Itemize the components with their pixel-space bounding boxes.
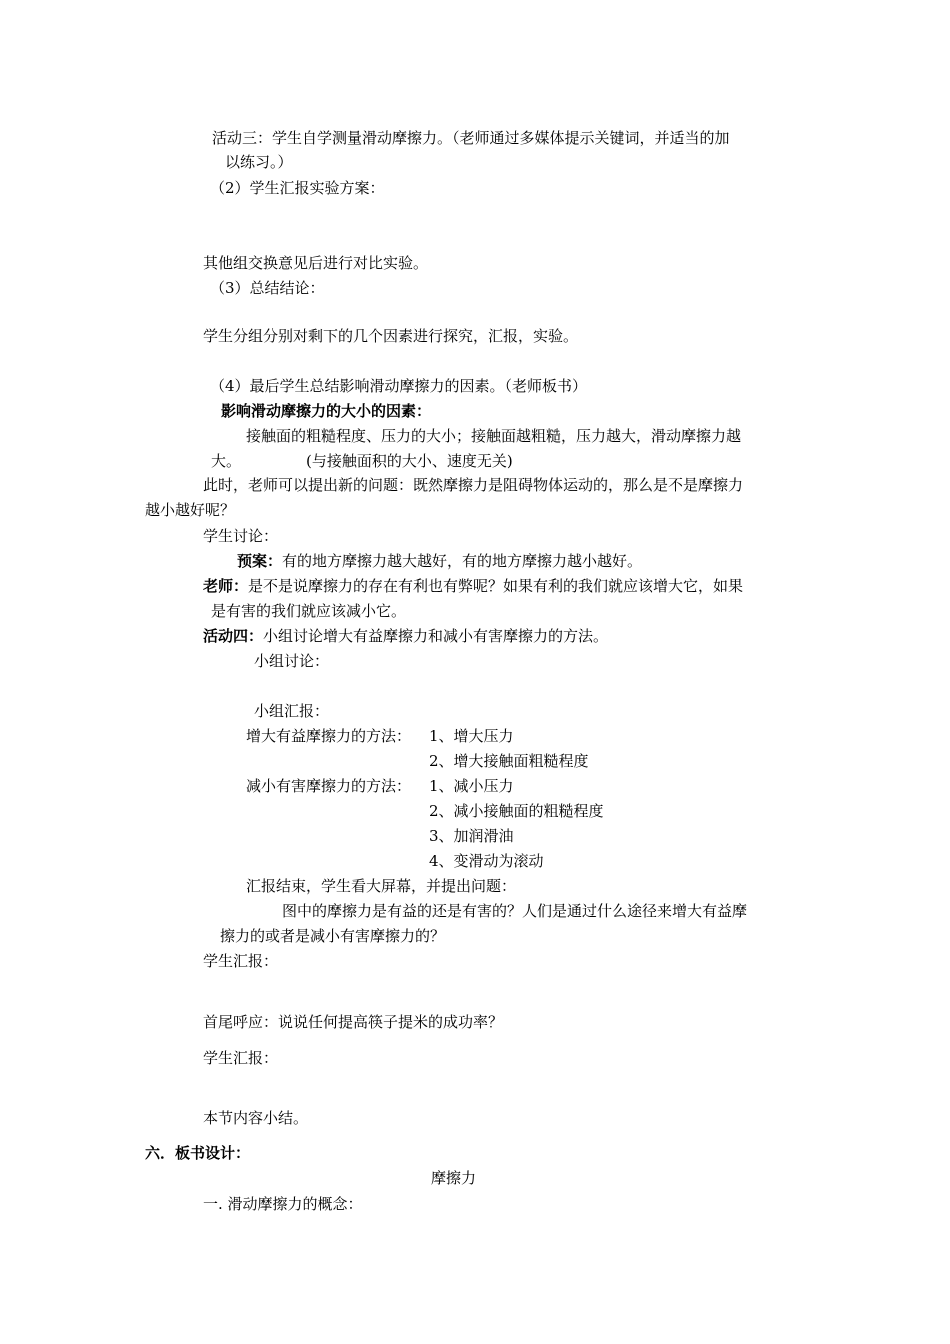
activity3-line2: 以练习。） (225, 153, 293, 171)
factors-line2b: (与接触面积的大小、速度无关) (306, 452, 513, 470)
prediction-label: 预案： (237, 552, 283, 570)
teacher-line1 (203, 576, 743, 596)
activity4-label: 活动四： (203, 627, 264, 645)
decrease-item: 4、变滑动为滚动 (429, 852, 544, 870)
question-line2: 越小越好呢？ (145, 501, 236, 519)
factors-heading: 影响滑动摩擦力的大小的因素： (221, 402, 432, 420)
teacher-label: 老师： (203, 577, 249, 595)
discussion-label: 学生讨论： (203, 527, 279, 545)
activity4-line (203, 626, 608, 646)
question-line1: 此时，老师可以提出新的问题：既然摩擦力是阻碍物体运动的，那么是不是摩擦力 (203, 476, 744, 494)
activity3-line1: 活动三：学生自学测量滑动摩擦力。（老师通过多媒体提示关键词，并适当的加 (212, 129, 730, 147)
decrease-item: 3、加润滑油 (429, 827, 514, 845)
compare-text: 其他组交换意见后进行对比实验。 (203, 254, 429, 272)
groups-text: 学生分组分别对剩下的几个因素进行探究，汇报，实验。 (203, 327, 579, 345)
decrease-item: 1、减小压力 (429, 777, 514, 795)
screen-intro: 汇报结束，学生看大屏幕，并提出问题： (246, 877, 517, 895)
prediction-line (237, 551, 642, 571)
board-design-heading: 六．板书设计： (145, 1144, 251, 1162)
decrease-item: 2、减小接触面的粗糙程度 (429, 802, 604, 820)
increase-item: 2、增大接触面粗糙程度 (429, 752, 589, 770)
activity4-text: 小组讨论增大有益摩擦力和减小有害摩擦力的方法。 (263, 627, 609, 645)
board-title: 摩擦力 (431, 1169, 477, 1187)
prediction-text: 有的地方摩擦力越大越好，有的地方摩擦力越小越好。 (282, 552, 643, 570)
decrease-label: 减小有害摩擦力的方法： (246, 777, 412, 795)
student-report-1: 学生汇报： (203, 952, 279, 970)
screen-line2: 擦力的或者是减小有害摩擦力的？ (220, 927, 446, 945)
teacher-line2: 是有害的我们就应该减小它。 (211, 602, 407, 620)
step3-heading: （3）总结结论： (210, 279, 325, 297)
echo-text: 首尾呼应：说说任何提高筷子提米的成功率？ (203, 1013, 504, 1031)
group-report-label: 小组汇报： (254, 702, 330, 720)
teacher-text: 是不是说摩擦力的存在有利也有弊呢？如果有利的我们就应该增大它，如果 (248, 577, 744, 595)
factors-line2a: 大。 (211, 452, 242, 470)
group-discuss-label: 小组讨论： (254, 652, 330, 670)
increase-item: 1、增大压力 (429, 727, 514, 745)
summary-text: 本节内容小结。 (203, 1109, 309, 1127)
student-report-2: 学生汇报： (203, 1049, 279, 1067)
screen-line1: 图中的摩擦力是有益的还是有害的？人们是通过什么途径来增大有益摩 (282, 902, 748, 920)
increase-label: 增大有益摩擦力的方法： (246, 727, 412, 745)
step4-heading: （4）最后学生总结影响滑动摩擦力的因素。（老师板书） (210, 377, 588, 395)
factors-line1: 接触面的粗糙程度、压力的大小；接触面越粗糙，压力越大，滑动摩擦力越 (246, 427, 742, 445)
step2-heading: （2）学生汇报实验方案： (210, 179, 385, 197)
board-item-1: 一. 滑动摩擦力的概念： (203, 1195, 363, 1213)
